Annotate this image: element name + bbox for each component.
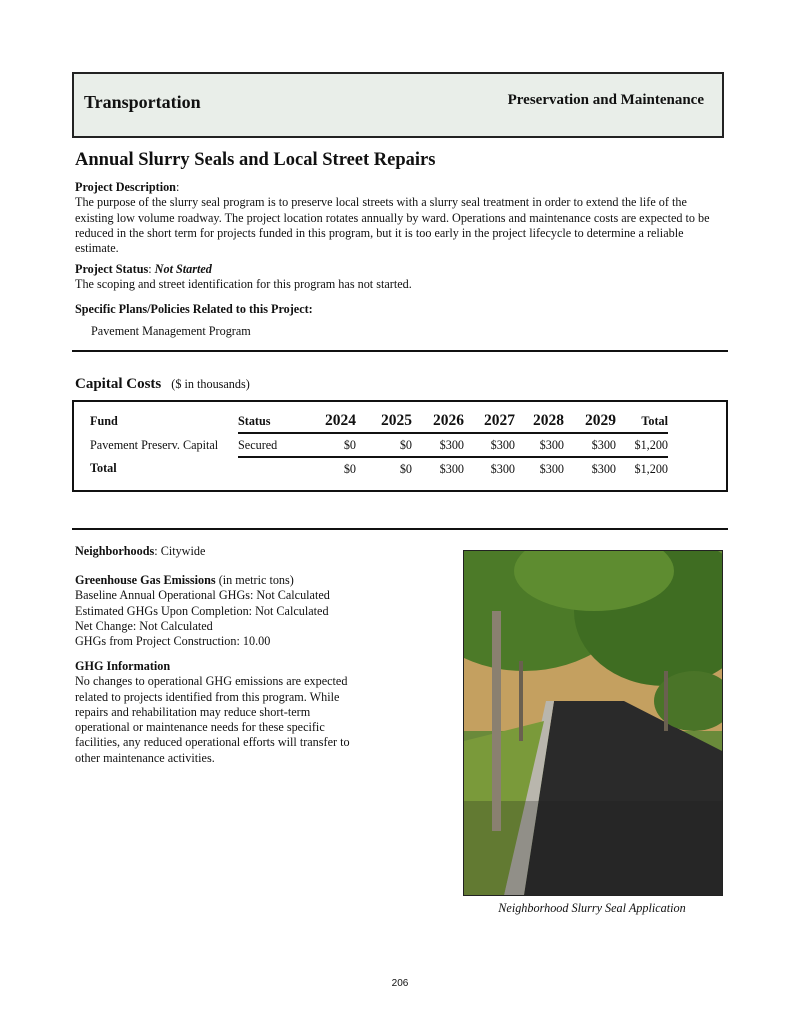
- project-title: Annual Slurry Seals and Local Street Repairs: [75, 150, 436, 170]
- table-row: Pavement Preserv. Capital Secured $0 $0 $300 $300 $300 $300 $1,200: [90, 433, 668, 457]
- description-text: The purpose of the slurry seal program is to preserve local streets with a slurry seal treatment in order to extend the life of the existing low volume roadway. The project location rotates annually by ward. Operations and maintenance costs are expected to be reduced in the short term for projects funded in this program, but it is too early in the project lifecycle to determine a reliable estimate.: [75, 195, 710, 256]
- divider: [72, 350, 728, 352]
- ghg-emissions: Greenhouse Gas Emissions (in metric tons) Baseline Annual Operational GHGs: Not Calculated Estimated GHGs Upon Completion: Not Calculated Net Change: Not Calculated GHGs from Project Construction: 10.00: [75, 573, 330, 649]
- capital-costs-table: [72, 400, 728, 492]
- ghg-information: GHG Information No changes to operational GHG emissions are expected related to projects identified from this program. While repairs and rehabilitation may reduce short-term operational or maintenance needs for these specific facilities, any reduced operational efforts will transfer to other maintenance activities.: [75, 659, 350, 765]
- divider: [72, 528, 728, 530]
- street-photo: [463, 550, 723, 896]
- subcategory-title: Preservation and Maintenance: [507, 92, 704, 108]
- table-header-row: Fund Status 2024 2025 2026 2027 2028 2029 Total: [90, 412, 668, 429]
- status-value: Not Started: [154, 262, 212, 276]
- status-text: The scoping and street identification for this program has not started.: [75, 277, 412, 292]
- plans-label: Specific Plans/Policies Related to this Project:: [75, 302, 313, 316]
- plans-item: Pavement Management Program: [91, 324, 251, 338]
- neighborhoods: Neighborhoods: Citywide: [75, 544, 206, 558]
- page-number: 206: [391, 978, 409, 989]
- street-photo-image: [464, 551, 722, 895]
- section-header: [72, 72, 724, 138]
- photo-caption: Neighborhood Slurry Seal Application: [498, 901, 686, 915]
- project-description: Project Description: The purpose of the slurry seal program is to preserve local streets with a slurry seal treatment in order to extend the life of the existing low volume roadway. The project location rotates annually by ward. Operations and maintenance costs are expected to be reduced in the short term for projects funded in this program, but it is too early in the project lifecycle to determine a reliable estimate.: [75, 180, 710, 256]
- project-status: Project Status: Not Started The scoping and street identification for this program has not started.: [75, 262, 412, 292]
- capital-costs-heading: Capital Costs ($ in thousands): [75, 376, 250, 392]
- table-total-row: Total $0 $0 $300 $300 $300 $300 $1,200: [90, 457, 668, 480]
- category-title: Transportation: [84, 92, 201, 112]
